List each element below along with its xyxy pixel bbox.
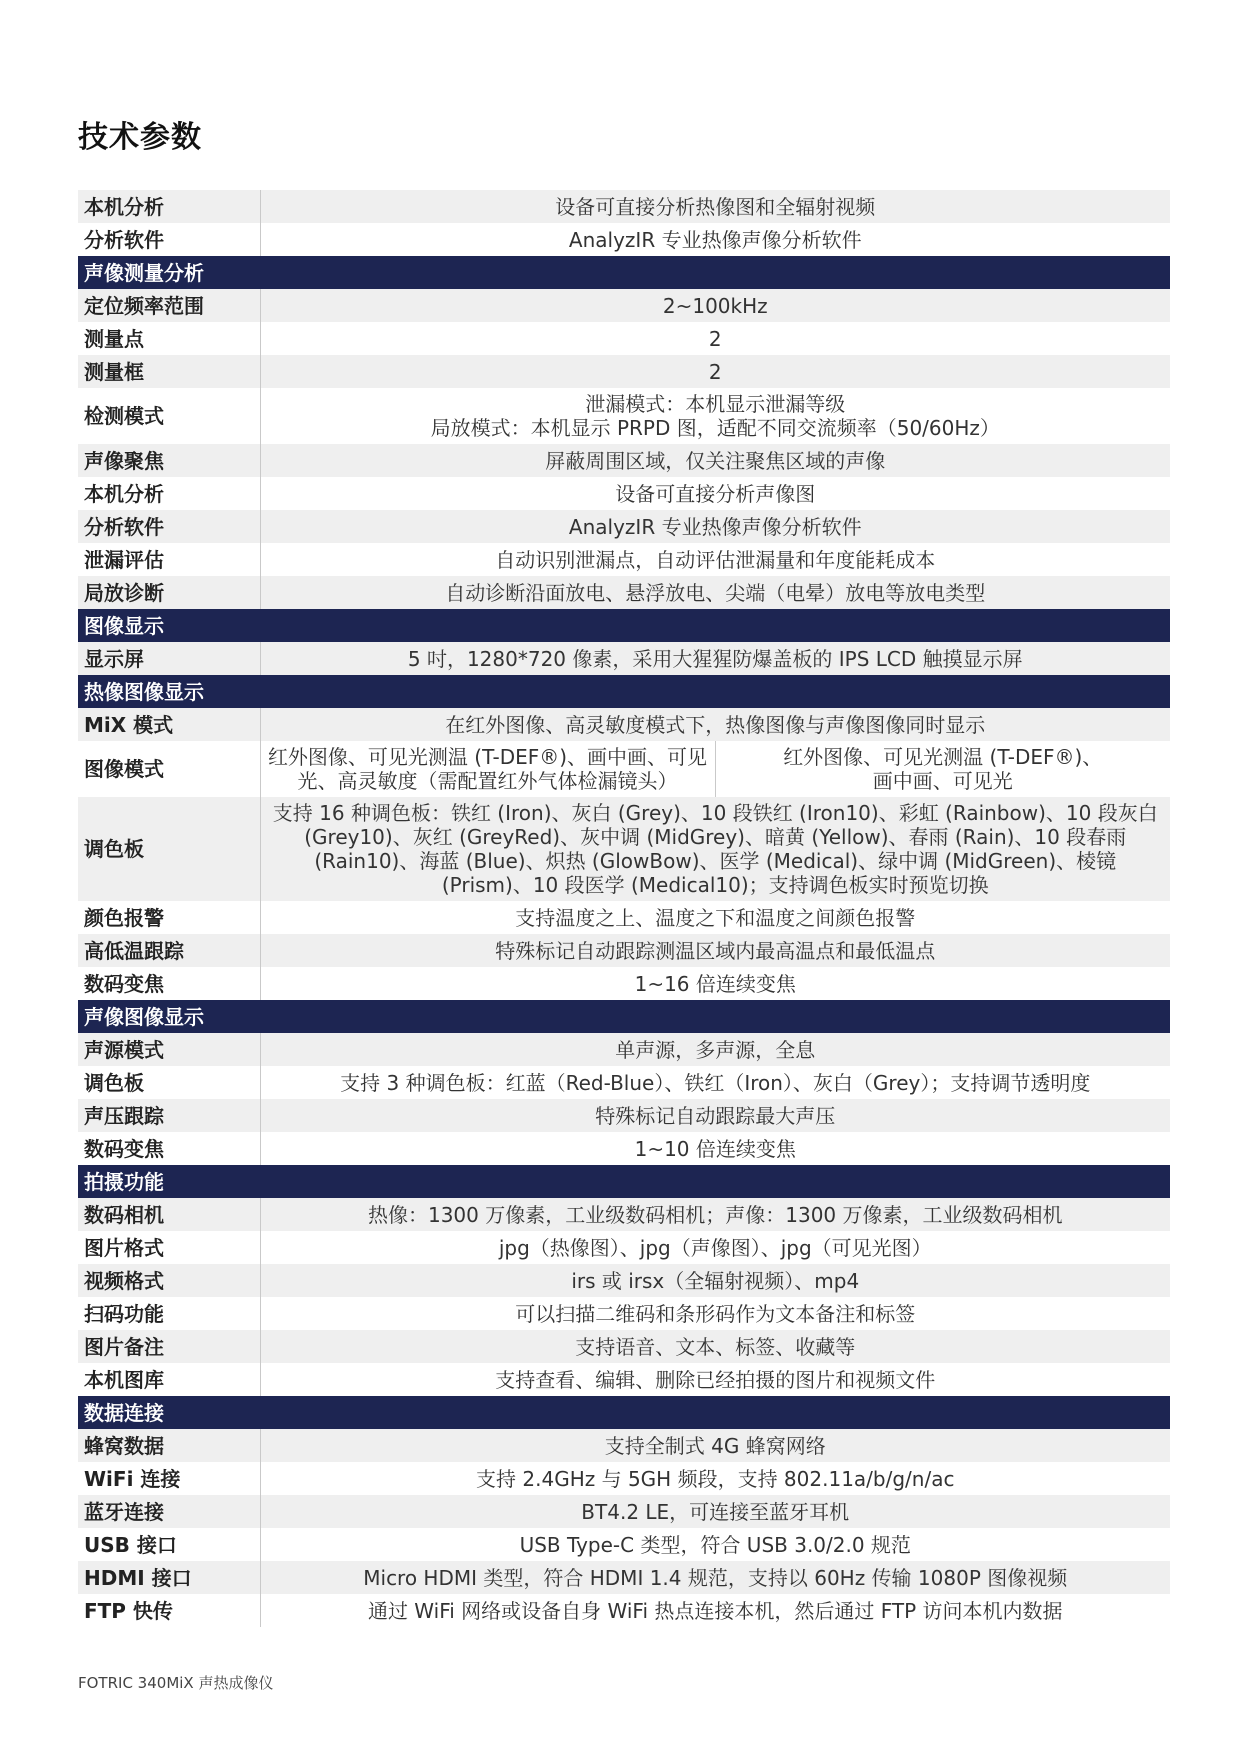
row-label: 颜色报警	[78, 901, 260, 934]
row-value: 2	[260, 322, 1170, 355]
row-label: USB 接口	[78, 1528, 260, 1561]
row-value: 可以扫描二维码和条形码作为文本备注和标签	[260, 1297, 1170, 1330]
row-value: 屏蔽周围区域，仅关注聚焦区域的声像	[260, 444, 1170, 477]
table-row	[78, 444, 1170, 477]
row-label: 分析软件	[78, 510, 260, 543]
row-value: 单声源，多声源，全息	[260, 1033, 1170, 1066]
row-label: 测量点	[78, 322, 260, 355]
section-header	[78, 1165, 1170, 1198]
row-value: 通过 WiFi 网络或设备自身 WiFi 热点连接本机，然后通过 FTP 访问本机内数据	[260, 1594, 1170, 1627]
section-header	[78, 1396, 1170, 1429]
row-value: 1~16 倍连续变焦	[260, 967, 1170, 1000]
row-value: 支持 3 种调色板：红蓝（Red-Blue）、铁红（Iron）、灰白（Grey）；支持调节透明度	[260, 1066, 1170, 1099]
table-row	[78, 322, 1170, 355]
section-title: 声像图像显示	[78, 1000, 1170, 1033]
row-label: 分析软件	[78, 223, 260, 256]
section-header	[78, 609, 1170, 642]
row-value: 支持全制式 4G 蜂窝网络	[260, 1429, 1170, 1462]
section-header	[78, 1000, 1170, 1033]
row-label: 声像聚焦	[78, 444, 260, 477]
row-value: jpg（热像图）、jpg（声像图）、jpg（可见光图）	[260, 1231, 1170, 1264]
section-header	[78, 256, 1170, 289]
row-label: 数码相机	[78, 1198, 260, 1231]
row-value: 自动诊断沿面放电、悬浮放电、尖端（电晕）放电等放电类型	[260, 576, 1170, 609]
row-label: 图片备注	[78, 1330, 260, 1363]
table-row	[78, 1297, 1170, 1330]
table-row	[78, 543, 1170, 576]
row-value: 支持温度之上、温度之下和温度之间颜色报警	[260, 901, 1170, 934]
row-label: 扫码功能	[78, 1297, 260, 1330]
table-row	[78, 901, 1170, 934]
row-label: 调色板	[78, 1066, 260, 1099]
row-label: 本机图库	[78, 1363, 260, 1396]
table-row	[78, 797, 1170, 901]
row-value: 自动识别泄漏点，自动评估泄漏量和年度能耗成本	[260, 543, 1170, 576]
row-value-option-b: 红外图像、可见光测温 (T-DEF®)、 画中画、可见光	[715, 741, 1170, 797]
section-title: 声像测量分析	[78, 256, 1170, 289]
row-value: 设备可直接分析声像图	[260, 477, 1170, 510]
table-row	[78, 1099, 1170, 1132]
row-value: 支持 16 种调色板：铁红 (Iron)、灰白 (Grey)、10 段铁红 (Iron10)、彩虹 (Rainbow)、10 段灰白 (Grey10)、灰红 (GreyRed)、灰中调 (MidGrey)、暗黄 (Yellow)、春雨 (Rain)、10 段春雨 (Rain10)、海蓝 (Blue)、炽热 (GlowBow)、医学 (Medical)、绿中调 (MidGreen)、棱镜 (Prism)、10 段医学 (Medical10)；支持调色板实时预览切换	[260, 797, 1170, 901]
row-label: 数码变焦	[78, 967, 260, 1000]
table-row	[78, 1429, 1170, 1462]
row-label: 泄漏评估	[78, 543, 260, 576]
row-value: 支持 2.4GHz 与 5GH 频段，支持 802.11a/b/g/n/ac	[260, 1462, 1170, 1495]
row-value: irs 或 irsx（全辐射视频）、mp4	[260, 1264, 1170, 1297]
row-label: 视频格式	[78, 1264, 260, 1297]
row-label: HDMI 接口	[78, 1561, 260, 1594]
row-value: 1~10 倍连续变焦	[260, 1132, 1170, 1165]
row-label: 检测模式	[78, 388, 260, 444]
table-row	[78, 1594, 1170, 1627]
table-row	[78, 967, 1170, 1000]
row-value: 泄漏模式：本机显示泄漏等级 局放模式：本机显示 PRPD 图，适配不同交流频率（50/60Hz）	[260, 388, 1170, 444]
section-title: 热像图像显示	[78, 675, 1170, 708]
table-row	[78, 510, 1170, 543]
spec-table	[78, 190, 1170, 1627]
row-label: 蓝牙连接	[78, 1495, 260, 1528]
spec-table-body	[78, 190, 1170, 1627]
section-title: 数据连接	[78, 1396, 1170, 1429]
section-header	[78, 675, 1170, 708]
row-label: 数码变焦	[78, 1132, 260, 1165]
table-row	[78, 642, 1170, 675]
row-label: 图片格式	[78, 1231, 260, 1264]
section-title: 拍摄功能	[78, 1165, 1170, 1198]
table-row	[78, 1066, 1170, 1099]
page-title: 技术参数	[78, 120, 202, 155]
row-value: Micro HDMI 类型，符合 HDMI 1.4 规范，支持以 60Hz 传输 1080P 图像视频	[260, 1561, 1170, 1594]
section-title: 图像显示	[78, 609, 1170, 642]
table-row	[78, 708, 1170, 741]
table-row	[78, 1033, 1170, 1066]
row-label: 蜂窝数据	[78, 1429, 260, 1462]
table-row	[78, 576, 1170, 609]
row-label: 测量框	[78, 355, 260, 388]
row-value-option-a: 红外图像、可见光测温 (T-DEF®)、画中画、可见光、高灵敏度（需配置红外气体检漏镜头）	[260, 741, 715, 797]
table-row	[78, 223, 1170, 256]
table-row	[78, 1561, 1170, 1594]
table-row	[78, 190, 1170, 223]
table-row	[78, 1363, 1170, 1396]
table-row	[78, 1462, 1170, 1495]
row-label: 高低温跟踪	[78, 934, 260, 967]
table-row	[78, 1330, 1170, 1363]
row-label: 显示屏	[78, 642, 260, 675]
row-value: 热像：1300 万像素，工业级数码相机；声像：1300 万像素，工业级数码相机	[260, 1198, 1170, 1231]
row-label: 本机分析	[78, 190, 260, 223]
table-row	[78, 388, 1170, 444]
row-label: 声压跟踪	[78, 1099, 260, 1132]
row-value: 5 吋，1280*720 像素，采用大猩猩防爆盖板的 IPS LCD 触摸显示屏	[260, 642, 1170, 675]
table-row	[78, 1264, 1170, 1297]
row-value: 特殊标记自动跟踪最大声压	[260, 1099, 1170, 1132]
row-value: USB Type-C 类型，符合 USB 3.0/2.0 规范	[260, 1528, 1170, 1561]
row-value: 特殊标记自动跟踪测温区域内最高温点和最低温点	[260, 934, 1170, 967]
row-label: FTP 快传	[78, 1594, 260, 1627]
row-value: AnalyzIR 专业热像声像分析软件	[260, 510, 1170, 543]
table-row	[78, 289, 1170, 322]
row-value: 2~100kHz	[260, 289, 1170, 322]
table-row	[78, 1231, 1170, 1264]
row-label: 声源模式	[78, 1033, 260, 1066]
row-value: 在红外图像、高灵敏度模式下，热像图像与声像图像同时显示	[260, 708, 1170, 741]
table-row	[78, 934, 1170, 967]
table-row	[78, 355, 1170, 388]
row-value: 支持查看、编辑、删除已经拍摄的图片和视频文件	[260, 1363, 1170, 1396]
row-label: 定位频率范围	[78, 289, 260, 322]
row-label: 图像模式	[78, 741, 260, 797]
row-value: 2	[260, 355, 1170, 388]
table-row	[78, 1495, 1170, 1528]
row-label: MiX 模式	[78, 708, 260, 741]
row-label: 调色板	[78, 797, 260, 901]
row-value: 支持语音、文本、标签、收藏等	[260, 1330, 1170, 1363]
row-label: WiFi 连接	[78, 1462, 260, 1495]
row-value: 设备可直接分析热像图和全辐射视频	[260, 190, 1170, 223]
table-row	[78, 741, 1170, 797]
table-row	[78, 1528, 1170, 1561]
table-row	[78, 1198, 1170, 1231]
row-label: 局放诊断	[78, 576, 260, 609]
row-value: AnalyzIR 专业热像声像分析软件	[260, 223, 1170, 256]
table-row	[78, 1132, 1170, 1165]
row-label: 本机分析	[78, 477, 260, 510]
footer-text: FOTRIC 340MiX 声热成像仪	[78, 1674, 274, 1692]
table-row	[78, 477, 1170, 510]
row-value: BT4.2 LE，可连接至蓝牙耳机	[260, 1495, 1170, 1528]
